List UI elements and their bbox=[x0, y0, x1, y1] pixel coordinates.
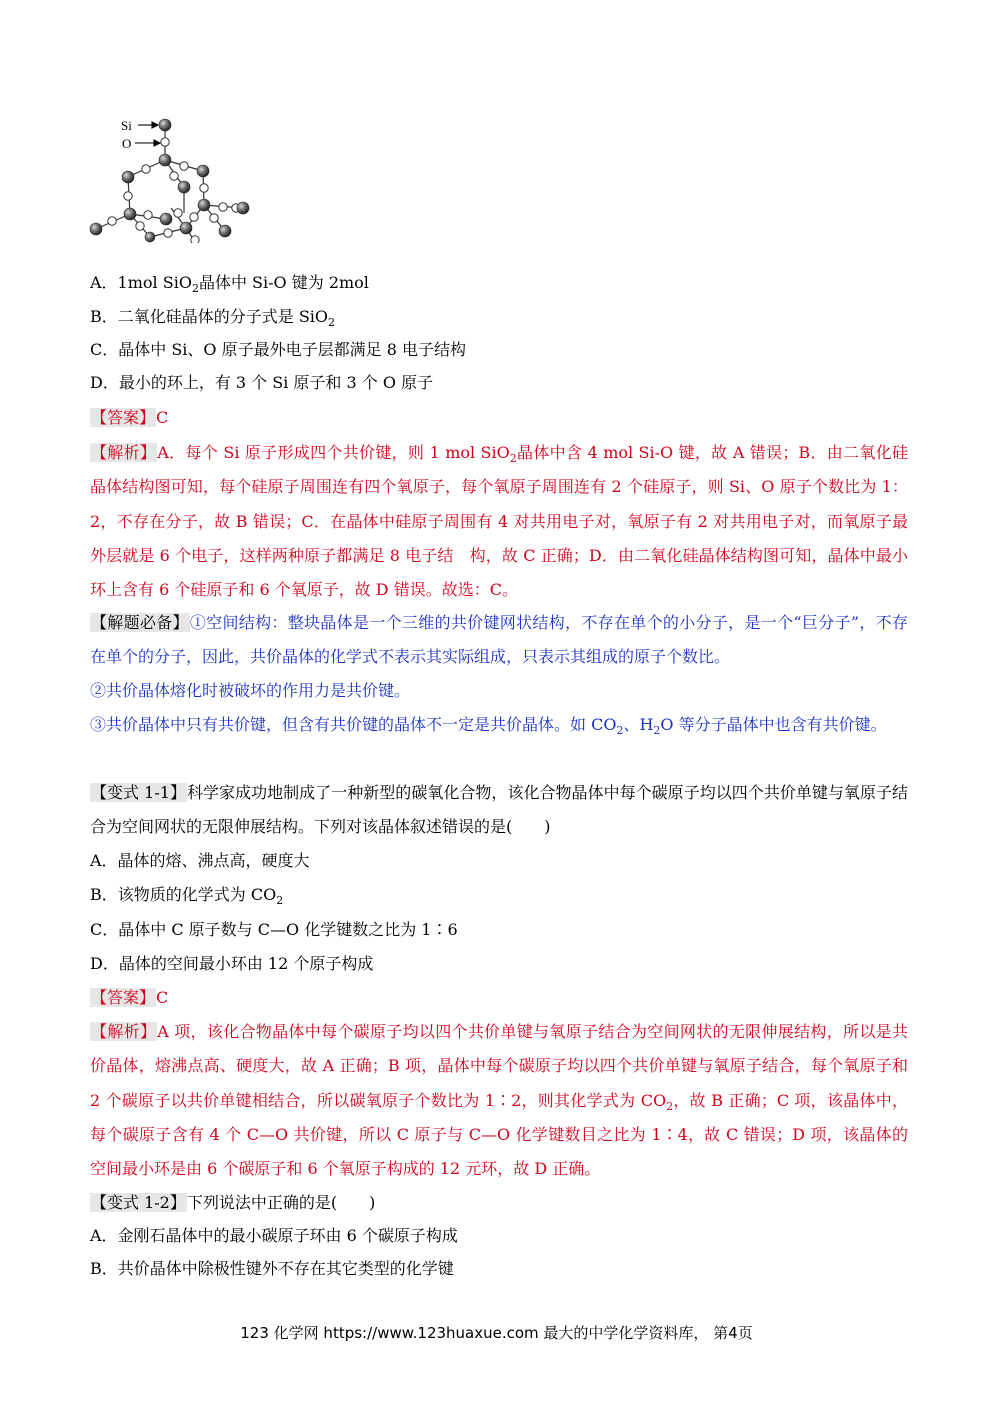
q1-tip-1: 【解题必备】①空间结构：整块晶体是一个三维的共价键网状结构，不存在单个的小分子，是一个“巨分子”，不存在单个的分子，因此，共价晶体的化学式不表示其实际组成，只表示其组成的原子个数比。 bbox=[90, 613, 908, 667]
q12-stem: 【变式 1-2】下列说法中正确的是( ) bbox=[91, 1193, 376, 1212]
sio2-structure-diagram bbox=[88, 113, 258, 243]
q1-tip-3: ③共价晶体中只有共价键，但含有共价键的晶体不一定是共价晶体。如 $CO_2$、$H_2O$ 等分子晶体中也含有共价键。 bbox=[90, 715, 887, 737]
q1-tip-2: ②共价晶体熔化时被破坏的作用力是共价键。 bbox=[90, 681, 411, 700]
q11-analysis: 【解析】A 项，该化合物晶体中每个碳原子均以四个共价单键与氧原子结合为空间网状的无限伸展结构，所以是共价晶体，熔沸点高、硬度大，故 A 正确；B 项，晶体中每个碳原子均以四个共价单键与氧原子结合，每个氧原子和 2 个碳原子以共价单键相结合，所以碳氧原子个数比为 1∶2，则其化学式为 $CO_2$，故 B 正确；C 项，该晶体中，每个碳原子含有 4 个 C—O 共价键，所以 C 原子与 C—O 化学键数目之比为 1∶4，故 C 错误；D 项，该晶体的空间最小环是由 6 个碳原子和 6 个氧原子构成的 12 元环，故 D 正确。 bbox=[90, 1022, 908, 1179]
tip-tag: 【解题必备】 bbox=[91, 613, 189, 632]
q11-option-d: D．晶体的空间最小环由 12 个原子构成 bbox=[90, 954, 374, 973]
q1-option-b: B．二氧化硅晶体的分子式是 SiO$_2$ bbox=[90, 307, 336, 329]
diagram-label-o: O bbox=[122, 136, 132, 151]
q1-option-d: D．最小的环上，有 3 个 Si 原子和 3 个 O 原子 bbox=[90, 373, 434, 392]
q12-option-a: A．金刚石晶体中的最小碳原子环由 6 个碳原子构成 bbox=[90, 1226, 458, 1245]
page-footer: 123 化学网 https://www.123huaxue.com 最大的中学化学资料库， 第4页 bbox=[240, 1324, 753, 1342]
q1-answer: 【答案】C bbox=[91, 408, 169, 427]
q11-option-b: B．该物质的化学式为 $CO_2$ bbox=[90, 885, 284, 907]
q1-analysis: 【解析】A．每个 Si 原子形成四个共价键，则 1 mol SiO$_2$晶体中含 4 mol Si-O 键，故 A 错误；B．由二氧化硅晶体结构图可知，每个硅原子周围连有四个氧原子，每个氧原子周围连有 2 个硅原子，则 Si、O 原子个数比为 1：2，不存在分子，故 B 错误；C．在晶体中硅原子周围有 4 对共用电子对，氧原子有 2 对共用电子对，而氧原子最外层就是 6 个电子，这样两种原子都满足 8 电子结 构，故 C 正确；D．由二氧化硅晶体结构图可知，晶体中最小环上含有 6 个硅原子和 6 个氧原子，故 D 错误。故选：C。 bbox=[90, 443, 908, 600]
analysis-tag: 【解析】 bbox=[91, 1022, 157, 1041]
answer-tag: 【答案】 bbox=[91, 988, 156, 1007]
q1-option-c: C．晶体中 Si、O 原子最外电子层都满足 8 电子结构 bbox=[90, 340, 466, 359]
q11-option-c: C．晶体中 C 原子数与 C—O 化学键数之比为 1∶6 bbox=[90, 920, 458, 939]
diagram-label-si: Si bbox=[121, 118, 132, 133]
answer-tag: 【答案】 bbox=[91, 408, 156, 427]
q11-option-a: A．晶体的熔、沸点高，硬度大 bbox=[90, 851, 310, 870]
analysis-tag: 【解析】 bbox=[91, 443, 157, 462]
q11-answer: 【答案】C bbox=[91, 988, 169, 1007]
q1-option-a: A．1mol SiO$_2$晶体中 Si-O 键为 2mol bbox=[90, 273, 369, 295]
variant-tag: 【变式 1-2】 bbox=[91, 1193, 186, 1212]
q11-stem: 【变式 1-1】科学家成功地制成了一种新型的碳氧化合物，该化合物晶体中每个碳原子均以四个共价单键与氧原子结合为空间网状的无限伸展结构。下列对该晶体叙述错误的是( ) bbox=[90, 783, 908, 837]
q12-option-b: B．共价晶体中除极性键外不存在其它类型的化学键 bbox=[90, 1259, 454, 1278]
variant-tag: 【变式 1-1】 bbox=[91, 783, 186, 802]
